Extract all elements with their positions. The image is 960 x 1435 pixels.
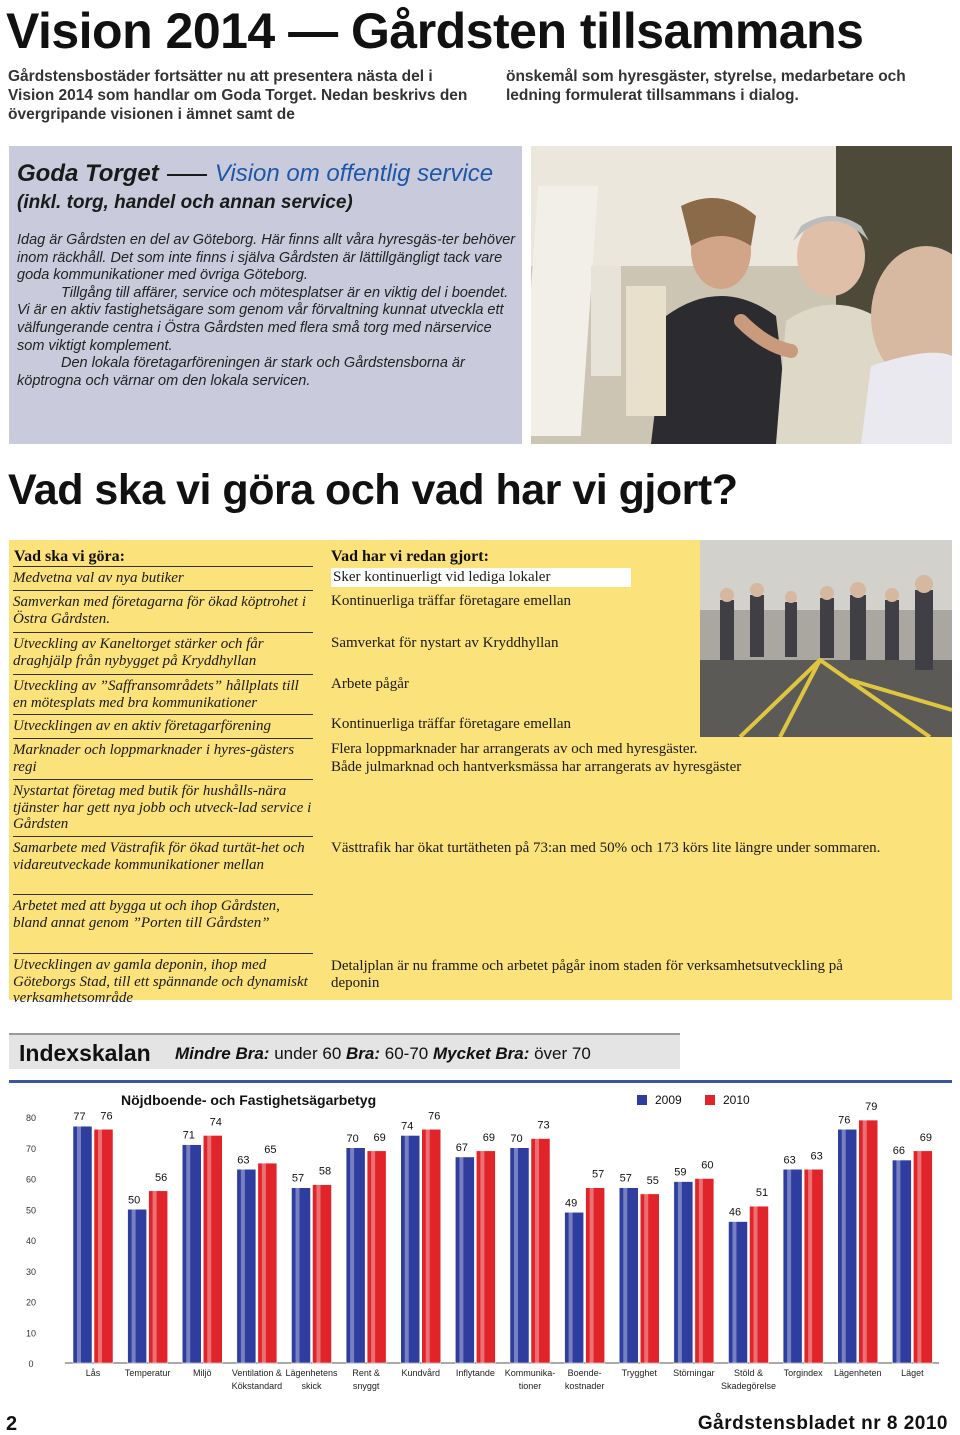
x-tick-label: Störningar bbox=[673, 1368, 715, 1378]
done-item: Västtrafik har ökat turtätheten på 73:an med 50% och 173 körs lite längre under sommaren. bbox=[331, 840, 881, 856]
goda-torget-title bbox=[17, 160, 493, 188]
y-tick-label: 60 bbox=[25, 1174, 37, 1185]
done-item: Kontinuerliga träffar företagare emellan bbox=[331, 716, 572, 732]
page-number: 2 bbox=[6, 1413, 18, 1435]
todo-item: Utveckling av Kaneltorget stärker och får draghjälp från nybygget på Kryddhyllan bbox=[13, 632, 313, 669]
bar-2009 bbox=[783, 1169, 802, 1363]
bar-highlight bbox=[514, 1148, 518, 1363]
bar-highlight bbox=[459, 1157, 463, 1363]
todo-item: Utvecklingen av gamla deponin, ihop med Göteborgs Stad, till ett spännande och dynamiskt verksamhetsområde bbox=[13, 953, 313, 1007]
done-item: Både julmarknad och hantverksmässa har arrangerats av hyresgäster bbox=[331, 759, 742, 775]
bar-highlight bbox=[917, 1151, 921, 1363]
bar-chart bbox=[9, 1083, 952, 1392]
bar-highlight bbox=[699, 1179, 703, 1364]
bar-highlight bbox=[754, 1206, 758, 1363]
data-label: 76 bbox=[100, 1110, 113, 1123]
data-label: 67 bbox=[455, 1141, 468, 1154]
data-label: 49 bbox=[565, 1197, 578, 1210]
data-label: 69 bbox=[373, 1131, 386, 1144]
bar-2009 bbox=[674, 1182, 693, 1363]
bar-highlight bbox=[371, 1151, 375, 1363]
data-label: 51 bbox=[755, 1187, 769, 1200]
data-label: 66 bbox=[892, 1145, 905, 1158]
data-label: 77 bbox=[73, 1111, 86, 1124]
bar-highlight bbox=[480, 1151, 484, 1363]
x-tick-label: snyggt bbox=[352, 1381, 380, 1391]
x-tick-label: Trygghet bbox=[621, 1368, 657, 1378]
todo-item: Marknader och loppmarknader i hyres-gästers regi bbox=[13, 738, 313, 775]
todo-item: Nystartat företag med butik för hushålls-nära tjänster har gett nya jobb och utveck-lad service i Gårdsten bbox=[13, 779, 313, 833]
bar-highlight bbox=[132, 1209, 136, 1363]
crowd-photo bbox=[700, 540, 952, 737]
bar-2009 bbox=[128, 1209, 147, 1363]
goda-paragraph-1: Idag är Gårdsten en del av Göteborg. Här finns allt våra hyresgäs-ter behöver inom räckhåll. Det som inte finns i själva Gårdsten är lättillgängligt tack vare goda kommunikationer med övriga Göteborg. bbox=[17, 232, 516, 284]
bar-highlight bbox=[186, 1145, 190, 1363]
bar-2009 bbox=[346, 1148, 365, 1363]
done-item: Flera loppmarknader har arrangerats av och med hyresgäster. bbox=[331, 741, 698, 757]
bar-highlight bbox=[426, 1129, 430, 1363]
done-item: Detaljplan är nu framme och arbetet pågår inom staden för verksamhetsutveckling på deponin bbox=[331, 958, 843, 991]
data-label: 73 bbox=[537, 1119, 550, 1132]
goda-torget-subtitle: (inkl. torg, handel och annan service) bbox=[17, 192, 353, 213]
bar-highlight bbox=[896, 1160, 900, 1363]
goda-paragraph-2: Tillgång till affärer, service och mötesplatser är en viktig del i boendet. Vi är en aktiv fastighetsägare som genom vår förvaltning kunnat utveckla ett välfungerande centra i Östra Gårdsten med flera små torg med närservice som viktigt komplement. bbox=[17, 284, 509, 354]
data-label: 70 bbox=[346, 1132, 359, 1145]
goda-paragraph-3: Den lokala företagarföreningen är stark och Gårdstensborna är köptrogna och värnar om den lokala servicen. bbox=[17, 355, 465, 389]
index-label-3: Mycket Bra: bbox=[432, 1044, 530, 1063]
x-tick-label: Stöld & bbox=[733, 1368, 764, 1378]
x-tick-label: Temperatur bbox=[124, 1368, 171, 1378]
x-tick-label: tioner bbox=[518, 1381, 542, 1391]
bar-highlight bbox=[317, 1185, 321, 1363]
bar-2010 bbox=[804, 1169, 823, 1363]
bar-highlight bbox=[623, 1188, 627, 1363]
meeting-photo bbox=[531, 146, 952, 444]
legend-label: 2010 bbox=[723, 1093, 750, 1107]
bar-2010 bbox=[476, 1151, 495, 1363]
todo-item: Samverkan med företagarna för ökad köptrohet i Östra Gårdsten. bbox=[13, 590, 313, 627]
intro-text-left: Gårdstensbostäder fortsätter nu att presentera nästa del i Vision 2014 som handlar om Goda Torget. Nedan beskrivs den övergripande visionen i ämnet samt de bbox=[8, 68, 468, 123]
bar-2010 bbox=[531, 1139, 550, 1363]
todo-item: Medvetna val av nya butiker bbox=[13, 566, 313, 587]
x-tick-label: Kommunika- bbox=[504, 1368, 556, 1378]
data-label: 79 bbox=[865, 1101, 878, 1114]
done-item: Samverkat för nystart av Kryddhyllan bbox=[331, 635, 559, 651]
x-tick-label: Torgindex bbox=[783, 1368, 823, 1378]
data-label: 57 bbox=[592, 1168, 605, 1181]
goda-title-b: Vision om offentlig service bbox=[214, 160, 494, 187]
bar-2010 bbox=[94, 1129, 113, 1363]
bar-2010 bbox=[149, 1191, 168, 1363]
x-tick-label: Boende- bbox=[567, 1368, 602, 1378]
y-tick-label: 10 bbox=[25, 1328, 37, 1339]
y-tick-label: 50 bbox=[25, 1205, 37, 1216]
data-label: 63 bbox=[783, 1154, 796, 1167]
data-label: 58 bbox=[318, 1165, 332, 1178]
todo-item: Samarbete med Västrafik för ökad turtät-het och vidareutveckade kommunikationer mellan bbox=[13, 836, 313, 873]
x-tick-label: Miljö bbox=[192, 1368, 212, 1378]
done-item: Kontinuerliga träffar företagare emellan bbox=[331, 593, 572, 609]
y-tick-label: 40 bbox=[25, 1236, 37, 1246]
x-tick-label: Rent & bbox=[352, 1368, 380, 1378]
crowd-photo-illustration bbox=[700, 540, 952, 737]
x-tick-label: Kundvård bbox=[401, 1368, 441, 1378]
legend-swatch bbox=[637, 1095, 647, 1105]
title-dash bbox=[167, 174, 207, 176]
data-label: 71 bbox=[182, 1129, 195, 1142]
bar-highlight bbox=[207, 1135, 211, 1363]
todo-item: Arbetet med att bygga ut och ihop Gårdsten, bland annat genom ”Porten till Gårdsten” bbox=[13, 894, 313, 931]
goda-torget-box bbox=[9, 146, 522, 444]
done-column-heading: Vad har vi redan gjort: bbox=[331, 548, 489, 565]
bar-highlight bbox=[350, 1148, 354, 1363]
bar-2009 bbox=[401, 1135, 420, 1363]
data-label: 63 bbox=[810, 1150, 823, 1163]
bar-highlight bbox=[296, 1188, 300, 1363]
bar-2010 bbox=[367, 1151, 386, 1363]
bar-2009 bbox=[73, 1126, 92, 1363]
goda-title-a: Goda Torget bbox=[17, 160, 159, 187]
bar-highlight bbox=[153, 1191, 157, 1363]
y-tick-label: 70 bbox=[25, 1143, 37, 1154]
bar-highlight bbox=[262, 1163, 266, 1363]
index-title: Indexskalan bbox=[19, 1040, 151, 1066]
bar-2010 bbox=[313, 1185, 332, 1363]
bar-highlight bbox=[405, 1135, 409, 1363]
bar-2010 bbox=[203, 1135, 222, 1363]
bar-2009 bbox=[619, 1188, 638, 1363]
x-tick-label: Lås bbox=[85, 1368, 101, 1378]
todo-column-heading: Vad ska vi göra: bbox=[14, 548, 125, 565]
bar-2010 bbox=[913, 1151, 932, 1363]
data-label: 57 bbox=[619, 1172, 632, 1185]
x-tick-label: Skadegörelse bbox=[720, 1381, 777, 1391]
bar-highlight bbox=[733, 1222, 737, 1363]
bar-highlight bbox=[842, 1129, 846, 1363]
bar-2010 bbox=[258, 1163, 277, 1363]
index-value-2: 60-70 bbox=[380, 1044, 433, 1063]
bar-highlight bbox=[863, 1120, 867, 1363]
data-label: 69 bbox=[482, 1131, 495, 1144]
satisfaction-chart bbox=[9, 1080, 952, 1392]
x-tick-label: Inflytande bbox=[455, 1368, 495, 1378]
meeting-photo-illustration bbox=[531, 146, 952, 444]
data-label: 57 bbox=[291, 1172, 305, 1185]
todo-item: Utvecklingen av en aktiv företagarförening bbox=[13, 714, 313, 735]
data-label: 55 bbox=[646, 1174, 659, 1187]
bar-2009 bbox=[892, 1160, 911, 1363]
x-tick-label: skick bbox=[301, 1381, 322, 1391]
bar-highlight bbox=[241, 1169, 245, 1363]
done-item: Arbete pågår bbox=[331, 676, 409, 692]
section-heading: Vad ska vi göra och vad har vi gjort? bbox=[8, 466, 738, 514]
legend-swatch bbox=[705, 1095, 715, 1105]
bar-2009 bbox=[838, 1129, 857, 1363]
intro-text-right: önskemål som hyresgäster, styrelse, medarbetare och ledning formulerat tillsammans i dialog. bbox=[506, 68, 906, 104]
bar-2010 bbox=[750, 1206, 769, 1363]
bar-2009 bbox=[729, 1222, 748, 1363]
data-label: 76 bbox=[838, 1114, 851, 1127]
x-tick-label: Lägenheten bbox=[833, 1368, 882, 1378]
bar-highlight bbox=[77, 1126, 81, 1363]
bar-highlight bbox=[590, 1188, 594, 1363]
bar-2009 bbox=[182, 1145, 201, 1363]
index-label-1: Mindre Bra: bbox=[175, 1044, 270, 1063]
chart-title: Nöjdboende- och Fastighetsägarbetyg bbox=[121, 1092, 377, 1108]
bar-highlight bbox=[535, 1139, 539, 1363]
page-title: Vision 2014 — Gårdsten tillsammans bbox=[6, 3, 864, 59]
y-tick-label: 20 bbox=[25, 1297, 37, 1308]
data-label: 46 bbox=[728, 1206, 742, 1219]
bar-2009 bbox=[565, 1212, 584, 1363]
x-tick-label: kostnader bbox=[564, 1381, 605, 1391]
bar-highlight bbox=[569, 1212, 573, 1363]
data-label: 70 bbox=[510, 1132, 523, 1145]
bar-2010 bbox=[640, 1194, 659, 1363]
index-value-3: över 70 bbox=[529, 1044, 591, 1063]
data-label: 65 bbox=[264, 1144, 277, 1157]
index-value-1: under 60 bbox=[269, 1044, 347, 1063]
x-tick-label: Lägenhetens bbox=[285, 1368, 338, 1378]
bar-highlight bbox=[98, 1129, 102, 1363]
bar-highlight bbox=[644, 1194, 648, 1363]
publication-info: Gårdstensbladet nr 8 2010 bbox=[697, 1413, 948, 1434]
x-tick-label: Kökstandard bbox=[231, 1381, 283, 1391]
index-label-2: Bra: bbox=[346, 1044, 381, 1063]
data-label: 74 bbox=[401, 1120, 414, 1133]
legend-label: 2009 bbox=[655, 1093, 682, 1107]
data-label: 60 bbox=[701, 1159, 714, 1172]
bar-2009 bbox=[455, 1157, 474, 1363]
y-tick-label: 0 bbox=[28, 1359, 34, 1369]
done-item: Sker kontinuerligt vid lediga lokaler bbox=[331, 568, 631, 587]
bar-2010 bbox=[859, 1120, 878, 1363]
bar-2009 bbox=[292, 1188, 311, 1363]
y-tick-label: 80 bbox=[25, 1113, 37, 1123]
bar-2010 bbox=[422, 1129, 441, 1363]
x-tick-label: Läget bbox=[901, 1368, 924, 1378]
bar-2010 bbox=[695, 1179, 714, 1364]
data-label: 59 bbox=[674, 1166, 687, 1179]
bar-2009 bbox=[237, 1169, 256, 1363]
data-label: 63 bbox=[237, 1154, 250, 1167]
data-label: 74 bbox=[209, 1116, 222, 1129]
index-scale-legend bbox=[175, 1044, 591, 1064]
data-label: 76 bbox=[428, 1110, 441, 1123]
data-label: 50 bbox=[128, 1194, 141, 1207]
index-scale-bar bbox=[9, 1033, 680, 1069]
goda-torget-body bbox=[17, 232, 517, 390]
bar-2009 bbox=[510, 1148, 529, 1363]
bar-highlight bbox=[678, 1182, 682, 1363]
y-tick-label: 30 bbox=[25, 1266, 37, 1277]
bar-2010 bbox=[586, 1188, 605, 1363]
todo-item: Utveckling av ”Saffransområdets” hållplats till en mötesplats med bra kommunikationer bbox=[13, 674, 313, 711]
bar-highlight bbox=[787, 1169, 791, 1363]
data-label: 69 bbox=[919, 1131, 932, 1144]
data-label: 56 bbox=[155, 1171, 168, 1184]
bar-highlight bbox=[808, 1169, 812, 1363]
x-tick-label: Ventilation & bbox=[231, 1368, 282, 1378]
